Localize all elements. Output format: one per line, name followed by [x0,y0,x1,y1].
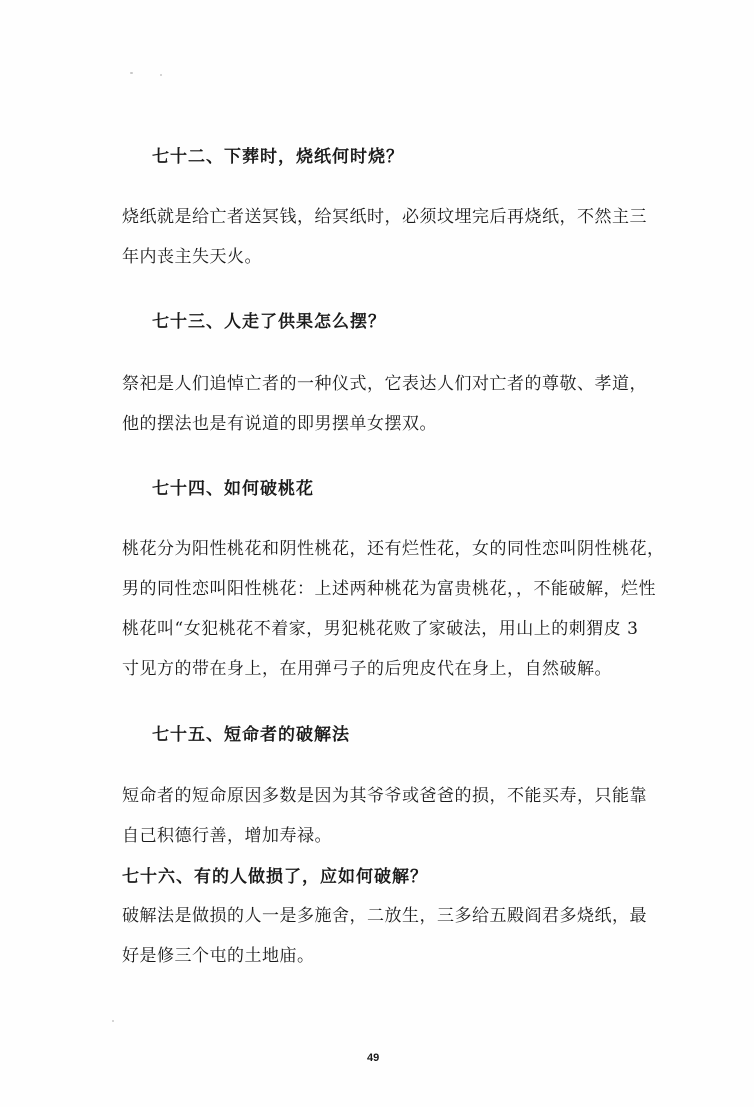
paragraph-line: 破解法是做损的人一是多施舍，二放生，三多给五殿阎君多烧纸，最 [122,906,647,926]
section-paragraph-75 [122,776,662,856]
section-heading-74: 七十四、如何破桃花 [152,479,314,499]
section-heading-76: 七十六、有的人做损了，应如何破解？ [122,867,428,887]
paragraph-line: 桃花分为阳性桃花和阴性桃花，还有烂性花，女的同性恋叫阴性桃花， [122,539,665,559]
section-heading-75: 七十五、短命者的破解法 [152,725,350,745]
section-heading-73: 七十三、人走了供果怎么摆？ [152,312,386,332]
paragraph-line: 自己积德行善，增加寿禄。 [122,826,332,846]
paragraph-line: 男的同性恋叫阳性桃花：上述两种桃花为富贵桃花，，不能破解，烂性 [122,579,656,599]
paragraph-line: 短命者的短命原因多数是因为其爷爷或爸爸的损，不能买寿，只能靠 [122,786,647,806]
paragraph-line: 他的摆法也是有说道的即男摆单女摆双。 [122,414,437,434]
paragraph-line: 寸见方的带在身上，在用弹弓子的后兜皮代在身上，自然破解。 [122,659,612,679]
scan-speck [130,72,133,74]
paragraph-line: 好是修三个屯的土地庙。 [122,946,315,966]
section-paragraph-74 [122,529,665,689]
section-paragraph-76 [122,896,662,976]
paragraph-line: 桃花叫“女犯桃花不着家，男犯桃花败了家破法，用山上的刺猬皮 3 [122,619,639,639]
section-heading-72: 七十二、下葬时，烧纸何时烧？ [152,147,404,167]
scan-speck [112,1020,114,1022]
scan-speck [160,74,162,76]
section-paragraph-73 [122,364,662,444]
page-number: 49 [367,1052,380,1064]
paragraph-line: 年内丧主失天火。 [122,247,262,267]
section-paragraph-72 [122,197,662,277]
paragraph-line: 烧纸就是给亡者送冥钱，给冥纸时，必须坟埋完后再烧纸，不然主三 [122,207,647,227]
paragraph-line: 祭祀是人们追悼亡者的一种仪式，它表达人们对亡者的尊敬、孝道， [122,374,647,394]
